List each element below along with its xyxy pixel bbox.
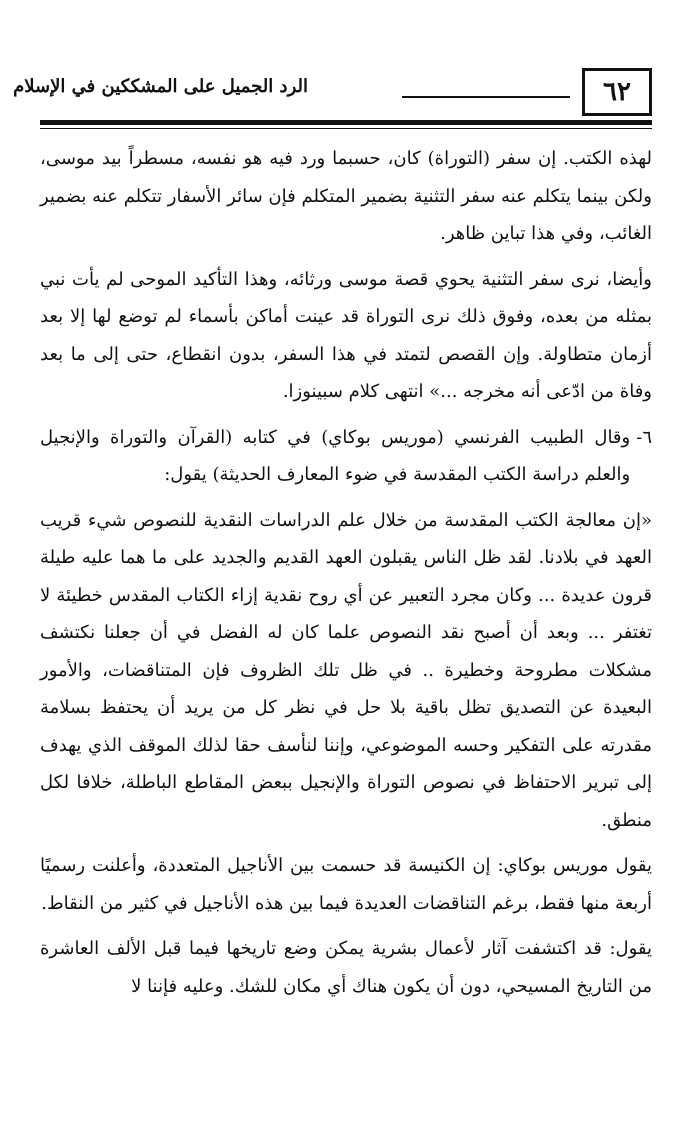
item-text: وقال الطبيب الفرنسي (موريس بوكاي) في كتابه (القرآن والتوراة والإنجيل والعلم دراسة الكتب المقدسة في ضوء المعارف الحديثة) يقول:: [40, 426, 631, 485]
book-title: الرد الجميل على المشككين في الإسلام: [13, 76, 308, 97]
page-number: ٦٢: [582, 68, 652, 116]
header-rule: [402, 96, 570, 98]
numbered-item: [40, 419, 652, 494]
paragraph: وأيضا، نرى سفر التثنية يحوي قصة موسى ورثائه، وهذا التأكيد الموحى لم يأت نبي بمثله من بعده، وفوق ذلك نرى التوراة قد عينت أماكن بأسماء لم توضع لها إلا بعد أزمان متطاولة. وإن القصص لتمتد في هذا السفر، بدون انقطاع، حتى إلى ما بعد وفاة من ادّعى أنه مخرجه ...» انتهى كلام سبينوزا.: [40, 268, 652, 402]
page-header: [13, 62, 652, 122]
item-number: ٦-: [636, 426, 652, 448]
header-divider-thin: [40, 128, 652, 129]
paragraph: لهذه الكتب. إن سفر (التوراة) كان، حسبما ورد فيه هو نفسه، مسطراً بيد موسى، ولكن بينما يتكلم عنه سفر التثنية بضمير المتكلم فإن سائر الأسفار تتكلم عنه بضمير الغائب، وفي هذا تباين ظاهر.: [40, 148, 652, 244]
header-divider-thick: [40, 120, 652, 125]
paragraph: يقول موريس بوكاي: إن الكنيسة قد حسمت بين الأناجيل المتعددة، وأعلنت رسميًا أربعة منها فقط، برغم التناقضات العديدة فيما بين هذه الأناجيل في كثير من النقاط.: [40, 855, 652, 914]
quote-paragraph: «إن معالجة الكتب المقدسة من خلال علم الدراسات النقدية للنصوص شيء قريب العهد في بلادنا. لقد ظل الناس يقبلون العهد القديم والجديد على ما هما عليه طيلة قرون عديدة ... وكان مجرد التعبير عن أي روح نقدية إزاء الكتاب المقدس خطيئة لا تغتفر ... وبعد أن أصبح نقد النصوص علما كان له الفضل في أن جعلنا نكتشف مشكلات مطروحة وخطيرة .. في ظل تلك الظروف فإن المتناقضات، والأمور البعيدة عن التصديق تظل باقية بلا حل في نظر كل من يريد أن يحتفظ بسلامة مقدرته على التفكير وحسه الموضوعي، وإننا لنأسف حقا لذلك الموقف الذي يهدف إلى تبرير الاحتفاظ في نصوص التوراة والإنجيل ببعض المقاطع الباطلة، خلافا لكل منطق.: [40, 509, 652, 831]
page-body: [40, 140, 652, 1013]
paragraph: يقول: قد اكتشفت آثار لأعمال بشرية يمكن وضع تاريخها فيما قبل الألف العاشرة من التاريخ المسيحي، دون أن يكون هناك أي مكان للشك. وعليه فإننا لا: [40, 938, 652, 997]
